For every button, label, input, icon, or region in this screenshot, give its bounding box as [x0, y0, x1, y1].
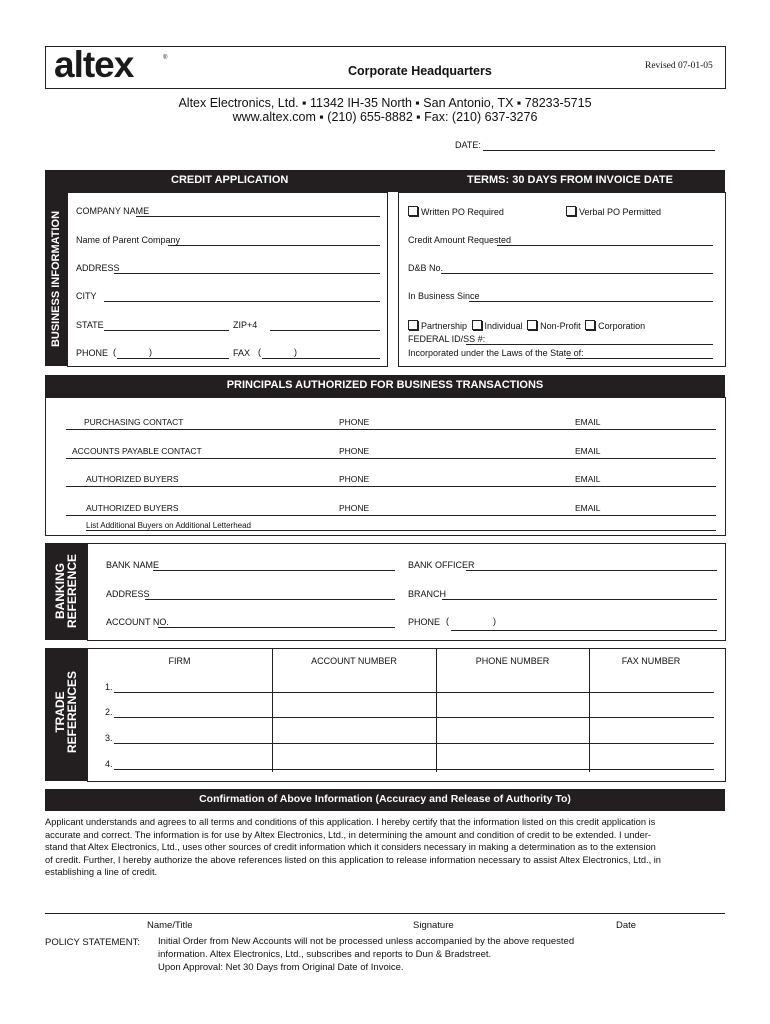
- nonprofit-label: Non-Profit: [540, 321, 581, 331]
- registered-mark-icon: ®: [163, 55, 168, 61]
- corporation-label: Corporation: [598, 321, 646, 331]
- incorporated-field[interactable]: [566, 358, 713, 359]
- bank-address-label: ADDRESS: [106, 589, 150, 599]
- verbal-po-label: Verbal PO Permitted: [579, 207, 662, 217]
- principal-email-label: EMAIL: [575, 417, 601, 427]
- principal-role-label: PURCHASING CONTACT: [84, 417, 184, 427]
- corporation-checkbox[interactable]: [585, 320, 595, 330]
- revised-date: Revised 07-01-05: [645, 61, 713, 71]
- partnership-checkbox[interactable]: [408, 320, 418, 330]
- written-po-option[interactable]: [408, 206, 504, 217]
- bank-officer-field[interactable]: [466, 570, 717, 571]
- credit-amount-label: Credit Amount Requested: [408, 235, 512, 245]
- principal-row-field[interactable]: [66, 429, 716, 430]
- principal-role-label: AUTHORIZED BUYERS: [86, 474, 179, 484]
- city-field[interactable]: [104, 301, 380, 302]
- signature-label: Signature: [413, 920, 454, 931]
- principal-phone-label: PHONE: [339, 446, 370, 456]
- trade-label-line2: REFERENCES: [65, 671, 79, 754]
- dnb-field[interactable]: [441, 273, 713, 274]
- written-po-checkbox[interactable]: [408, 206, 418, 216]
- phone-label: PHONE: [76, 348, 109, 358]
- account-no-label: ACCOUNT NO.: [106, 617, 169, 627]
- company-name-field[interactable]: [136, 216, 380, 217]
- address-field[interactable]: [114, 273, 380, 274]
- principal-role-label: ACCOUNTS PAYABLE CONTACT: [72, 446, 202, 456]
- written-po-label: Written PO Required: [421, 207, 504, 217]
- in-business-label: In Business Since: [408, 291, 480, 301]
- phone-paren-close: ): [149, 347, 152, 357]
- company-name-label: COMPANY NAME: [76, 206, 150, 216]
- fax-label: FAX: [233, 348, 251, 358]
- principal-row-field[interactable]: [66, 458, 716, 459]
- sign-date-label: Date: [616, 920, 637, 931]
- trade-col-firm: FIRM: [168, 656, 191, 666]
- trade-row-number: 2.: [105, 707, 113, 717]
- trade-label: [54, 652, 78, 772]
- trade-row-field[interactable]: [114, 743, 714, 744]
- phone-field[interactable]: [117, 358, 229, 359]
- bank-name-field[interactable]: [153, 570, 395, 571]
- verbal-po-option[interactable]: [566, 206, 661, 217]
- confirmation-heading: Confirmation of Above Information (Accuracy and Release of Authority To): [199, 793, 571, 805]
- nonprofit-checkbox[interactable]: [527, 320, 537, 330]
- terms-heading: TERMS: 30 DAYS FROM INVOICE DATE: [467, 174, 673, 186]
- credit-heading: CREDIT APPLICATION: [171, 174, 289, 186]
- phone-paren-open: (: [113, 347, 116, 357]
- principal-row-field[interactable]: [66, 515, 716, 516]
- principal-phone-label: PHONE: [339, 503, 370, 513]
- city-label: CITY: [76, 291, 97, 301]
- trade-row-field[interactable]: [114, 769, 714, 770]
- date-label: DATE:: [455, 140, 481, 150]
- policy-line: information. Altex Electronics, Ltd., subscribes and reports to Dun & Bradstreet.: [158, 948, 492, 960]
- business-info-label: BUSINESS INFORMATION: [50, 210, 62, 348]
- confirmation-heading-bar: [45, 789, 725, 811]
- fax-paren-close: ): [294, 347, 297, 357]
- parent-company-field[interactable]: [168, 245, 380, 246]
- date-field[interactable]: [483, 150, 715, 151]
- trade-panel: [87, 648, 726, 782]
- banking-label-line2: REFERENCE: [65, 554, 79, 629]
- policy-label: POLICY STATEMENT:: [45, 937, 141, 948]
- additional-buyers-line[interactable]: [86, 530, 716, 531]
- trade-row-field[interactable]: [114, 692, 714, 693]
- banking-label: [54, 542, 78, 640]
- bank-address-field[interactable]: [145, 599, 395, 600]
- confirmation-text: [45, 816, 725, 879]
- zip-label: ZIP+4: [233, 320, 258, 330]
- principals-heading: PRINCIPALS AUTHORIZED FOR BUSINESS TRANSACTIONS: [226, 379, 544, 391]
- state-label: STATE: [76, 320, 104, 330]
- bank-name-label: BANK NAME: [106, 560, 160, 570]
- address-label: ADDRESS: [76, 263, 120, 273]
- dnb-label: D&B No.: [408, 263, 444, 273]
- federal-id-label: FEDERAL ID/SS #:: [408, 334, 486, 344]
- confirmation-line: establishing a line of credit.: [45, 867, 158, 878]
- fax-paren-open: (: [258, 347, 261, 357]
- bank-phone-field[interactable]: [451, 630, 717, 631]
- additional-buyers-note: List Additional Buyers on Additional Letterhead: [86, 521, 252, 530]
- principal-row-field[interactable]: [66, 486, 716, 487]
- zip-field[interactable]: [270, 330, 380, 331]
- bank-phone-label: PHONE: [408, 617, 441, 627]
- principal-phone-label: PHONE: [339, 417, 370, 427]
- trade-row-number: 4.: [105, 759, 113, 769]
- bank-phone-paren-close: ): [493, 616, 496, 626]
- trade-row-number: 3.: [105, 733, 113, 743]
- business-left-panel: [67, 192, 388, 367]
- principal-phone-label: PHONE: [339, 474, 370, 484]
- confirmation-line: Applicant understands and agrees to all terms and conditions of this application. I hereby certify that the information listed on this credit application is: [45, 817, 656, 827]
- incorporated-label: Incorporated under the Laws of the State of:: [408, 348, 584, 358]
- banking-label-line1: BANKING: [53, 563, 67, 619]
- bank-phone-paren-open: (: [446, 616, 449, 626]
- trade-col-account: ACCOUNT NUMBER: [311, 656, 397, 666]
- in-business-field[interactable]: [469, 301, 713, 302]
- confirmation-line: of credit. Further, I hereby authorize the above references listed on this application to release information necessary to assist Altex Electronics, Ltd., in: [45, 854, 661, 865]
- signature-line[interactable]: [45, 913, 725, 914]
- principals-heading-bar: [45, 375, 725, 397]
- fax-field[interactable]: [262, 358, 380, 359]
- individual-label: Individual: [484, 321, 523, 331]
- company-address: Altex Electronics, Ltd. ▪ 11342 IH-35 North ▪ San Antonio, TX ▪ 78233-5715: [178, 96, 592, 110]
- trade-row-field[interactable]: [114, 717, 714, 718]
- branch-field[interactable]: [442, 599, 717, 600]
- bank-officer-label: BANK OFFICER: [408, 560, 475, 570]
- trade-col-fax: FAX NUMBER: [621, 656, 681, 666]
- credit-heading-bar: [45, 170, 725, 192]
- principal-role-label: AUTHORIZED BUYERS: [86, 503, 179, 513]
- name-title-label: Name/Title: [147, 920, 193, 931]
- policy-text: [158, 936, 718, 974]
- account-no-field[interactable]: [158, 627, 395, 628]
- policy-line: Initial Order from New Accounts will not be processed unless accompanied by the above requested: [158, 936, 575, 947]
- confirmation-line: accurate and correct. The information is for use by Altex Electronics, Ltd., in determining the amount and condition of credit to be extended. I under-: [45, 829, 652, 840]
- credit-amount-field[interactable]: [497, 245, 713, 246]
- trade-row-number: 1.: [105, 682, 113, 692]
- altex-logo: altex: [54, 44, 134, 85]
- trade-col-phone: PHONE NUMBER: [475, 656, 550, 666]
- trade-label-line1: TRADE: [53, 691, 67, 733]
- company-contact: www.altex.com ▪ (210) 655-8882 ▪ Fax: (210) 637-3276: [232, 110, 538, 124]
- entity-type-options: [408, 320, 645, 331]
- trade-col-sep-1: [272, 648, 273, 772]
- principal-email-label: EMAIL: [575, 446, 601, 456]
- trade-col-sep-2: [436, 648, 437, 772]
- parent-company-label: Name of Parent Company: [76, 235, 181, 245]
- confirmation-line: stand that Altex Electronics, Ltd., uses other sources of credit information which it considers necessary in making a determination as to the extension: [45, 842, 656, 853]
- principal-email-label: EMAIL: [575, 474, 601, 484]
- header-title: Corporate Headquarters: [348, 64, 492, 78]
- branch-label: BRANCH: [408, 589, 447, 599]
- principal-email-label: EMAIL: [575, 503, 601, 513]
- state-field[interactable]: [104, 330, 229, 331]
- federal-id-field[interactable]: [466, 344, 713, 345]
- individual-checkbox[interactable]: [472, 320, 482, 330]
- partnership-label: Partnership: [421, 321, 468, 331]
- policy-line: Upon Approval: Net 30 Days from Original Date of Invoice.: [158, 961, 404, 973]
- trade-col-sep-3: [589, 648, 590, 772]
- verbal-po-checkbox[interactable]: [566, 206, 576, 216]
